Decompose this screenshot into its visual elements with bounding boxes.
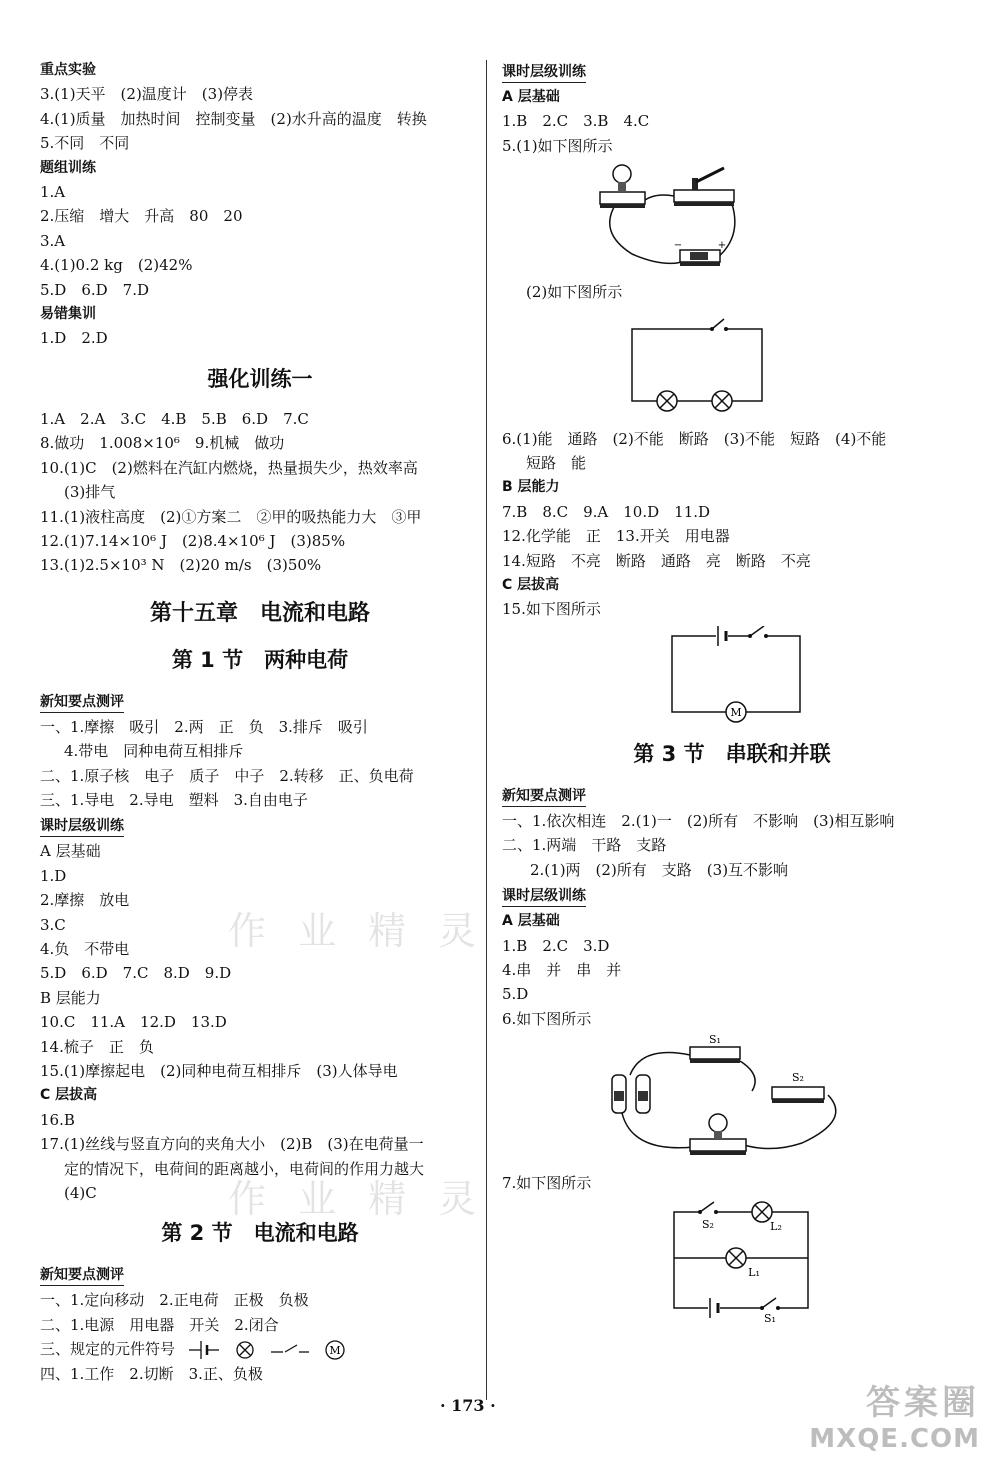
answer-line: 一、1.依次相连 2.(1)一 (2)所有 不影响 (3)相互影响 xyxy=(502,811,895,830)
subsection-label: C 层拔高 xyxy=(40,1087,98,1104)
answer-line: 3.(1)天平 (2)温度计 (3)停表 xyxy=(40,85,254,104)
answer-line: 4.带电 同种电荷互相排斥 xyxy=(64,742,244,761)
subsection-title: 课时层级训练 xyxy=(502,62,586,83)
answer-line: 二、1.原子核 电子 质子 中子 2.转移 正、负电荷 xyxy=(40,766,414,785)
answer-line: 5.(1)如下图所示 xyxy=(502,136,613,155)
subsection-title: 新知要点测评 xyxy=(40,1265,124,1286)
answer-line: 5.不同 不同 xyxy=(40,134,130,153)
section-heading: 第 2 节 电流和电路 xyxy=(161,1221,359,1246)
subsection-label: 题组训练 xyxy=(40,159,96,176)
lamp-holder xyxy=(690,1139,746,1155)
wire xyxy=(630,1053,690,1076)
watermark-url: MXQE.COM xyxy=(809,1424,980,1454)
label-s2: S₂ xyxy=(792,1071,804,1085)
answer-line: 13.(1)2.5×10³ N (2)20 m/s (3)50% xyxy=(40,556,322,575)
answer-line: 12.化学能 正 13.开关 用电器 xyxy=(502,527,730,546)
label-s1: S₁ xyxy=(709,1035,721,1047)
faint-watermark-2: 作 业 精 灵 xyxy=(228,1177,487,1221)
answer-line: 4.串 并 串 并 xyxy=(502,960,622,979)
answer-line xyxy=(40,1337,480,1361)
answer-line: 12.(1)7.14×10⁶ J (2)8.4×10⁶ J (3)85% xyxy=(40,531,346,550)
section-heading: 第 3 节 串联和并联 xyxy=(633,741,831,766)
battery-symbol xyxy=(189,1341,219,1359)
battery xyxy=(690,252,708,260)
answer-line: (4)C xyxy=(64,1184,97,1203)
answer-line: 1.B 2.C 3.B 4.C xyxy=(502,112,650,131)
switch-s2 xyxy=(772,1087,824,1103)
battery-minus: − xyxy=(673,240,683,252)
answer-line: 10.(1)C (2)燃料在汽缸内燃烧，热量损失少，热效率高 xyxy=(40,458,418,477)
bulb xyxy=(613,165,631,183)
bulb xyxy=(709,1114,727,1132)
lamp-symbol xyxy=(657,391,677,411)
circuit-frame xyxy=(672,636,800,712)
bulb-base xyxy=(618,182,626,192)
switch-s1 xyxy=(690,1047,740,1063)
battery-symbol xyxy=(716,626,728,646)
answer-line: 6.如下图所示 xyxy=(502,1009,592,1028)
wire xyxy=(744,1095,836,1149)
lamp-symbol xyxy=(712,391,732,411)
answer-line: 5.D xyxy=(502,985,529,1004)
site-watermark xyxy=(809,1375,980,1454)
subsection-title: 新知要点测评 xyxy=(502,786,586,807)
section-heading: 第十五章 电流和电路 xyxy=(149,600,370,626)
fig2-diagram xyxy=(592,309,962,421)
answer-line: 14.短路 不亮 断路 通路 亮 断路 不亮 xyxy=(502,551,811,570)
answer-line: 一、1.定向移动 2.正电荷 正极 负极 xyxy=(40,1291,309,1310)
subsection-title: 新知要点测评 xyxy=(40,692,124,713)
label-s1: S₁ xyxy=(764,1311,776,1322)
subsection-row xyxy=(40,1261,480,1288)
motor-symbol xyxy=(326,1341,344,1359)
switch-symbol xyxy=(271,1345,309,1352)
fig1-diagram xyxy=(592,162,962,274)
subsection-label: 易错集训 xyxy=(40,306,96,323)
answer-line: 1.B 2.C 3.D xyxy=(502,936,610,955)
answer-line: 10.C 11.A 12.D 13.D xyxy=(40,1013,227,1032)
answer-line: 6.(1)能 通路 (2)不能 断路 (3)不能 短路 (4)不能 xyxy=(502,429,887,448)
wire xyxy=(610,202,682,263)
lamp-l2-symbol xyxy=(752,1202,772,1222)
answer-line: A 层基础 xyxy=(40,842,101,861)
answer-line: (2)如下图所示 xyxy=(526,283,623,302)
section-heading: 强化训练一 xyxy=(207,366,313,391)
faint-watermark: 作 业 精 灵 xyxy=(228,909,487,953)
answer-line: 5.D 6.D 7.C 8.D 9.D xyxy=(40,964,232,983)
answer-line: 一、1.摩擦 吸引 2.两 正 负 3.排斥 吸引 xyxy=(40,717,368,736)
knife-switch xyxy=(674,190,734,206)
subsection-row xyxy=(502,882,962,909)
motor-symbol xyxy=(726,702,746,722)
answer-line: 7.B 8.C 9.A 10.D 11.D xyxy=(502,502,711,521)
answer-line: 3.C xyxy=(40,915,66,934)
answer-line: 1.D 2.D xyxy=(40,329,108,348)
lamp-l1-symbol xyxy=(726,1248,746,1268)
watermark-logo: 答案圈 xyxy=(866,1383,980,1423)
subsection-label: B 层能力 xyxy=(502,479,560,496)
answer-line: 二、1.电源 用电器 开关 2.闭合 xyxy=(40,1315,279,1334)
answer-line: 4.(1)质量 加热时间 控制变量 (2)水升高的温度 转换 xyxy=(40,109,427,128)
label-l1: L₁ xyxy=(748,1265,760,1279)
subsection-label: A 层基础 xyxy=(502,89,560,105)
page-number: · 173 · xyxy=(440,1396,496,1415)
label-s2: S₂ xyxy=(702,1217,714,1231)
answer-line: 8.做功 1.008×10⁶ 9.机械 做功 xyxy=(40,434,285,453)
wire xyxy=(622,1113,694,1148)
answer-line: 4.(1)0.2 kg (2)42% xyxy=(40,256,193,275)
answer-line: 2.压缩 增大 升高 80 20 xyxy=(40,207,243,226)
fig5-diagram xyxy=(614,1200,962,1322)
battery-symbol xyxy=(708,1298,720,1318)
lamp-symbol xyxy=(237,1342,253,1358)
answer-line: 16.B xyxy=(40,1110,75,1129)
answer-line: 1.A xyxy=(40,183,66,202)
subsection-row xyxy=(40,812,480,839)
fig3-diagram xyxy=(622,626,962,726)
subsection-label: 重点实验 xyxy=(40,62,96,78)
section-heading: 第 1 节 两种电荷 xyxy=(171,647,349,672)
subsection-label: C 层拔高 xyxy=(502,577,560,594)
subsection-title: 课时层级训练 xyxy=(40,816,124,837)
motor-label: M xyxy=(329,1344,341,1358)
answer-text: 三、规定的元件符号 xyxy=(40,1340,176,1359)
circuit-frame xyxy=(632,329,762,401)
answer-line: 3.A xyxy=(40,231,66,250)
answer-line: 15.如下图所示 xyxy=(502,600,601,619)
answer-line: (3)排气 xyxy=(64,483,116,502)
answer-line: 11.(1)液柱高度 (2)①方案二 ②甲的吸热能力大 ③甲 xyxy=(40,507,422,526)
answer-line: 15.(1)摩擦起电 (2)同种电荷互相排斥 (3)人体导电 xyxy=(40,1062,398,1080)
right-column xyxy=(502,58,962,1328)
answer-line: 5.D 6.D 7.D xyxy=(40,280,150,299)
answer-line: 1.D xyxy=(40,866,67,885)
answer-line: 短路 能 xyxy=(526,454,587,473)
motor-label: M xyxy=(730,705,742,719)
answer-line: 2.摩擦 放电 xyxy=(40,891,130,910)
answer-line: 定的情况下，电荷间的距离越小，电荷间的作用力越大 xyxy=(64,1159,425,1178)
answer-line: B 层能力 xyxy=(40,988,101,1007)
battery-plus: + xyxy=(717,240,727,252)
answer-line: 4.负 不带电 xyxy=(40,939,130,958)
answer-line: 二、1.两端 干路 支路 xyxy=(502,836,667,855)
answer-line: 1.A 2.A 3.C 4.B 5.B 6.D 7.C xyxy=(40,409,309,428)
subsection-row xyxy=(502,782,962,809)
element-symbols xyxy=(189,1339,349,1361)
label-l2: L₂ xyxy=(770,1219,782,1233)
answer-line: 2.(1)两 (2)所有 支路 (3)互不影响 xyxy=(530,860,789,879)
subsection-row xyxy=(502,58,962,85)
subsection-row xyxy=(40,688,480,715)
answer-line: 三、1.导电 2.导电 塑料 3.自由电子 xyxy=(40,790,308,809)
subsection-label: A 层基础 xyxy=(502,913,560,930)
lamp-holder xyxy=(600,192,645,208)
answer-line: 17.(1)丝线与竖直方向的夹角大小 (2)B (3)在电荷量一 xyxy=(40,1135,424,1154)
answer-line: 14.梳子 正 负 xyxy=(40,1037,154,1056)
fig4-diagram xyxy=(602,1035,962,1165)
answer-line: 四、1.工作 2.切断 3.正、负极 xyxy=(40,1364,263,1383)
subsection-title: 课时层级训练 xyxy=(502,886,586,907)
wire xyxy=(740,1061,755,1091)
switch-blade xyxy=(696,168,724,182)
answer-line: 7.如下图所示 xyxy=(502,1174,592,1193)
